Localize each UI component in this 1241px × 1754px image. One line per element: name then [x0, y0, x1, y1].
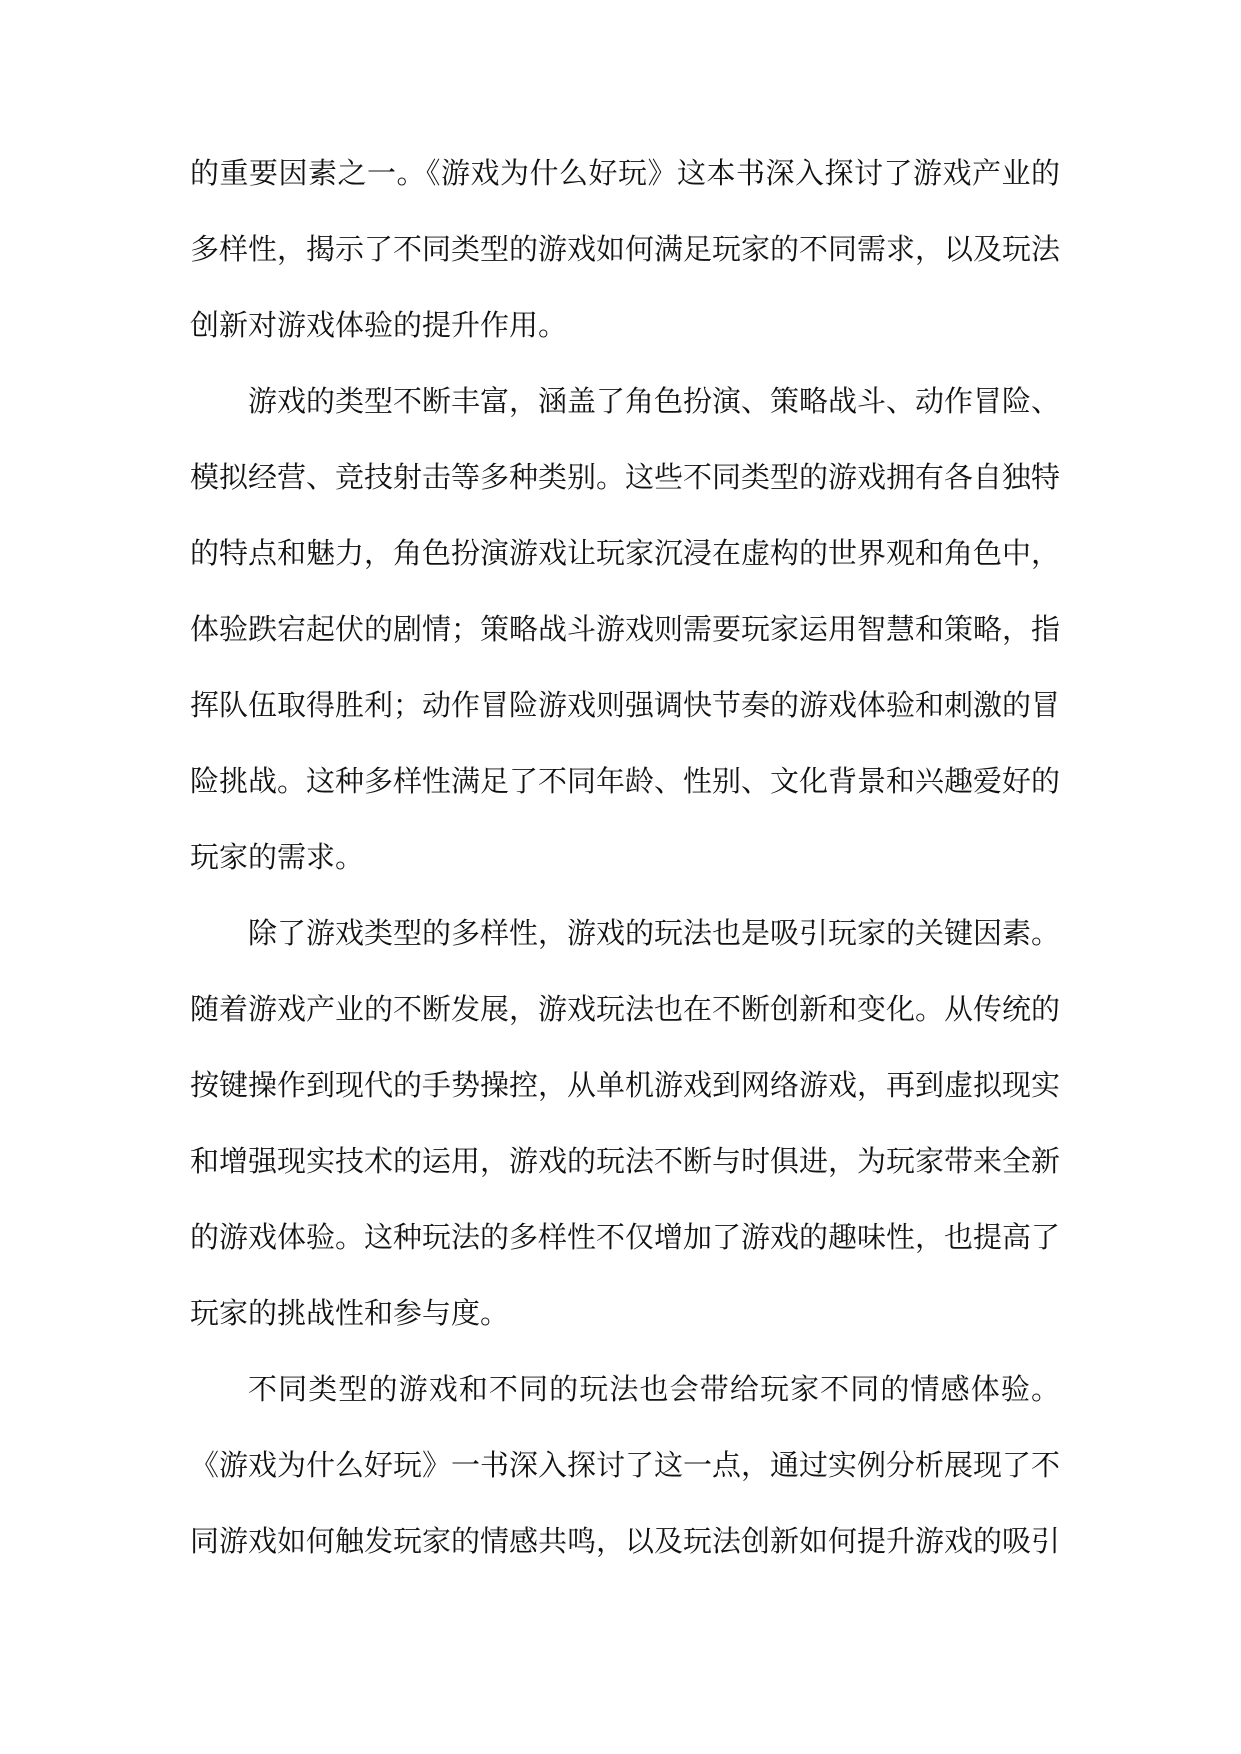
text-line: 多样性，揭示了不同类型的游戏如何满足玩家的不同需求，以及玩法 [190, 232, 1061, 266]
body-text [190, 135, 1060, 1579]
text-line: 的游戏体验。这种玩法的多样性不仅增加了游戏的趣味性，也提高了 [190, 1220, 1061, 1254]
text-line: 的重要因素之一。《游戏为什么好玩》这本书深入探讨了游戏产业的 [190, 156, 1060, 190]
text-line: 的特点和魅力，角色扮演游戏让玩家沉浸在虚构的世界观和角色中， [190, 536, 1061, 570]
text-line: 险挑战。这种多样性满足了不同年龄、性别、文化背景和兴趣爱好的 [190, 764, 1061, 798]
text-line: 挥队伍取得胜利；动作冒险游戏则强调快节奏的游戏体验和刺激的冒 [190, 688, 1061, 722]
text-line: 随着游戏产业的不断发展，游戏玩法也在不断创新和变化。从传统的 [190, 992, 1061, 1026]
paragraph-first-line: 除了游戏类型的多样性，游戏的玩法也是吸引玩家的关键因素。 [248, 916, 1061, 950]
text-line: 《游戏为什么好玩》一书深入探讨了这一点，通过实例分析展现了不 [190, 1448, 1061, 1482]
text-line: 体验跌宕起伏的剧情；策略战斗游戏则需要玩家运用智慧和策略，指 [190, 612, 1061, 646]
text-line: 按键操作到现代的手势操控，从单机游戏到网络游戏，再到虚拟现实 [190, 1068, 1061, 1102]
text-line: 和增强现实技术的运用，游戏的玩法不断与时俱进，为玩家带来全新 [190, 1144, 1061, 1178]
text-line: 玩家的挑战性和参与度。 [190, 1296, 510, 1330]
text-line: 玩家的需求。 [190, 840, 365, 874]
text-line: 模拟经营、竞技射击等多种类别。这些不同类型的游戏拥有各自独特 [190, 460, 1061, 494]
paragraph-first-line: 游戏的类型不断丰富，涵盖了角色扮演、策略战斗、动作冒险、 [248, 384, 1061, 418]
text-line: 创新对游戏体验的提升作用。 [190, 308, 568, 342]
text-line: 同游戏如何触发玩家的情感共鸣，以及玩法创新如何提升游戏的吸引 [190, 1524, 1061, 1558]
paragraph-first-line: 不同类型的游戏和不同的玩法也会带给玩家不同的情感体验。 [248, 1372, 1060, 1406]
